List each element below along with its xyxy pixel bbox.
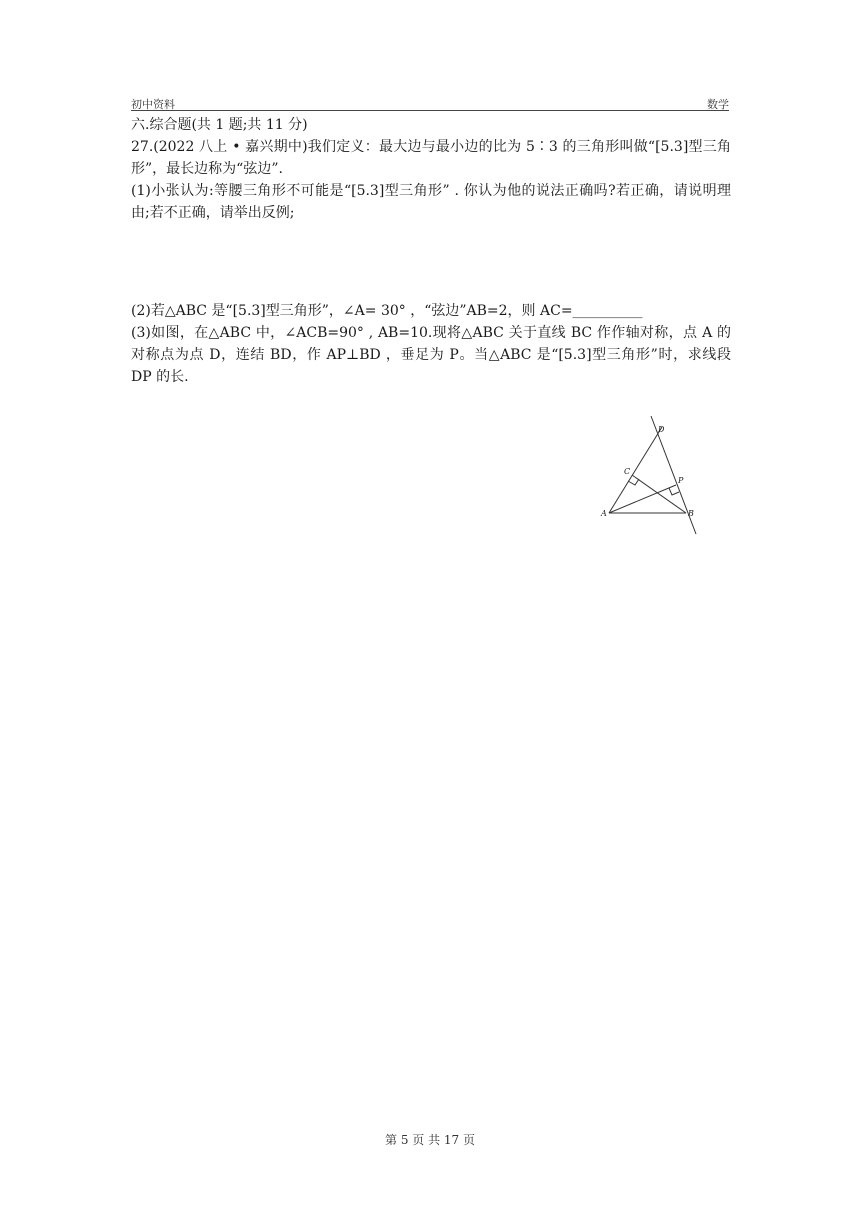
line-ad: [609, 427, 662, 513]
geometry-figure: [595, 412, 705, 538]
question-part-1: (1)小张认为:等腰三角形不可能是“[5.3]型三角形” . 你认为他的说法正确吗?若正确，请说明理由;若不正确，请举出反例;: [131, 183, 731, 221]
question-part-3: (3)如图，在△ABC 中，∠ACB=90° , AB=10.现将△ABC 关于直线 BC 作作轴对称，点 A 的对称点为点 D，连结 BD，作 AP⊥BD ，垂足为 P。当△ABC 是“[5.3]型三角形”时，求线段 DP 的长.: [131, 325, 731, 385]
page-footer: 第 5 页 共 17 页: [385, 1133, 475, 1147]
question-content: [131, 114, 731, 388]
label-a: A: [601, 509, 607, 518]
section-title: 六.综合题(共 1 题;共 11 分): [131, 117, 308, 133]
question-part-2: (2)若△ABC 是“[5.3]型三角形”，∠A= 30° ，“弦边”AB=2，则 AC=__________: [131, 303, 643, 319]
label-b: B: [688, 509, 694, 518]
header-divider: [131, 110, 729, 111]
answer-space: [131, 224, 731, 300]
header-left: 初中资料: [131, 98, 175, 111]
label-p: P: [678, 476, 684, 485]
question-intro: 27.(2022 八上 • 嘉兴期中)我们定义：最大边与最小边的比为 5∶3 的三角形叫做“[5.3]型三角形”，最长边称为“弦边”.: [131, 139, 731, 177]
right-angle-p: [669, 488, 679, 495]
label-c: C: [624, 467, 631, 476]
label-d: D: [658, 425, 665, 434]
header-right: 数学: [707, 98, 729, 111]
